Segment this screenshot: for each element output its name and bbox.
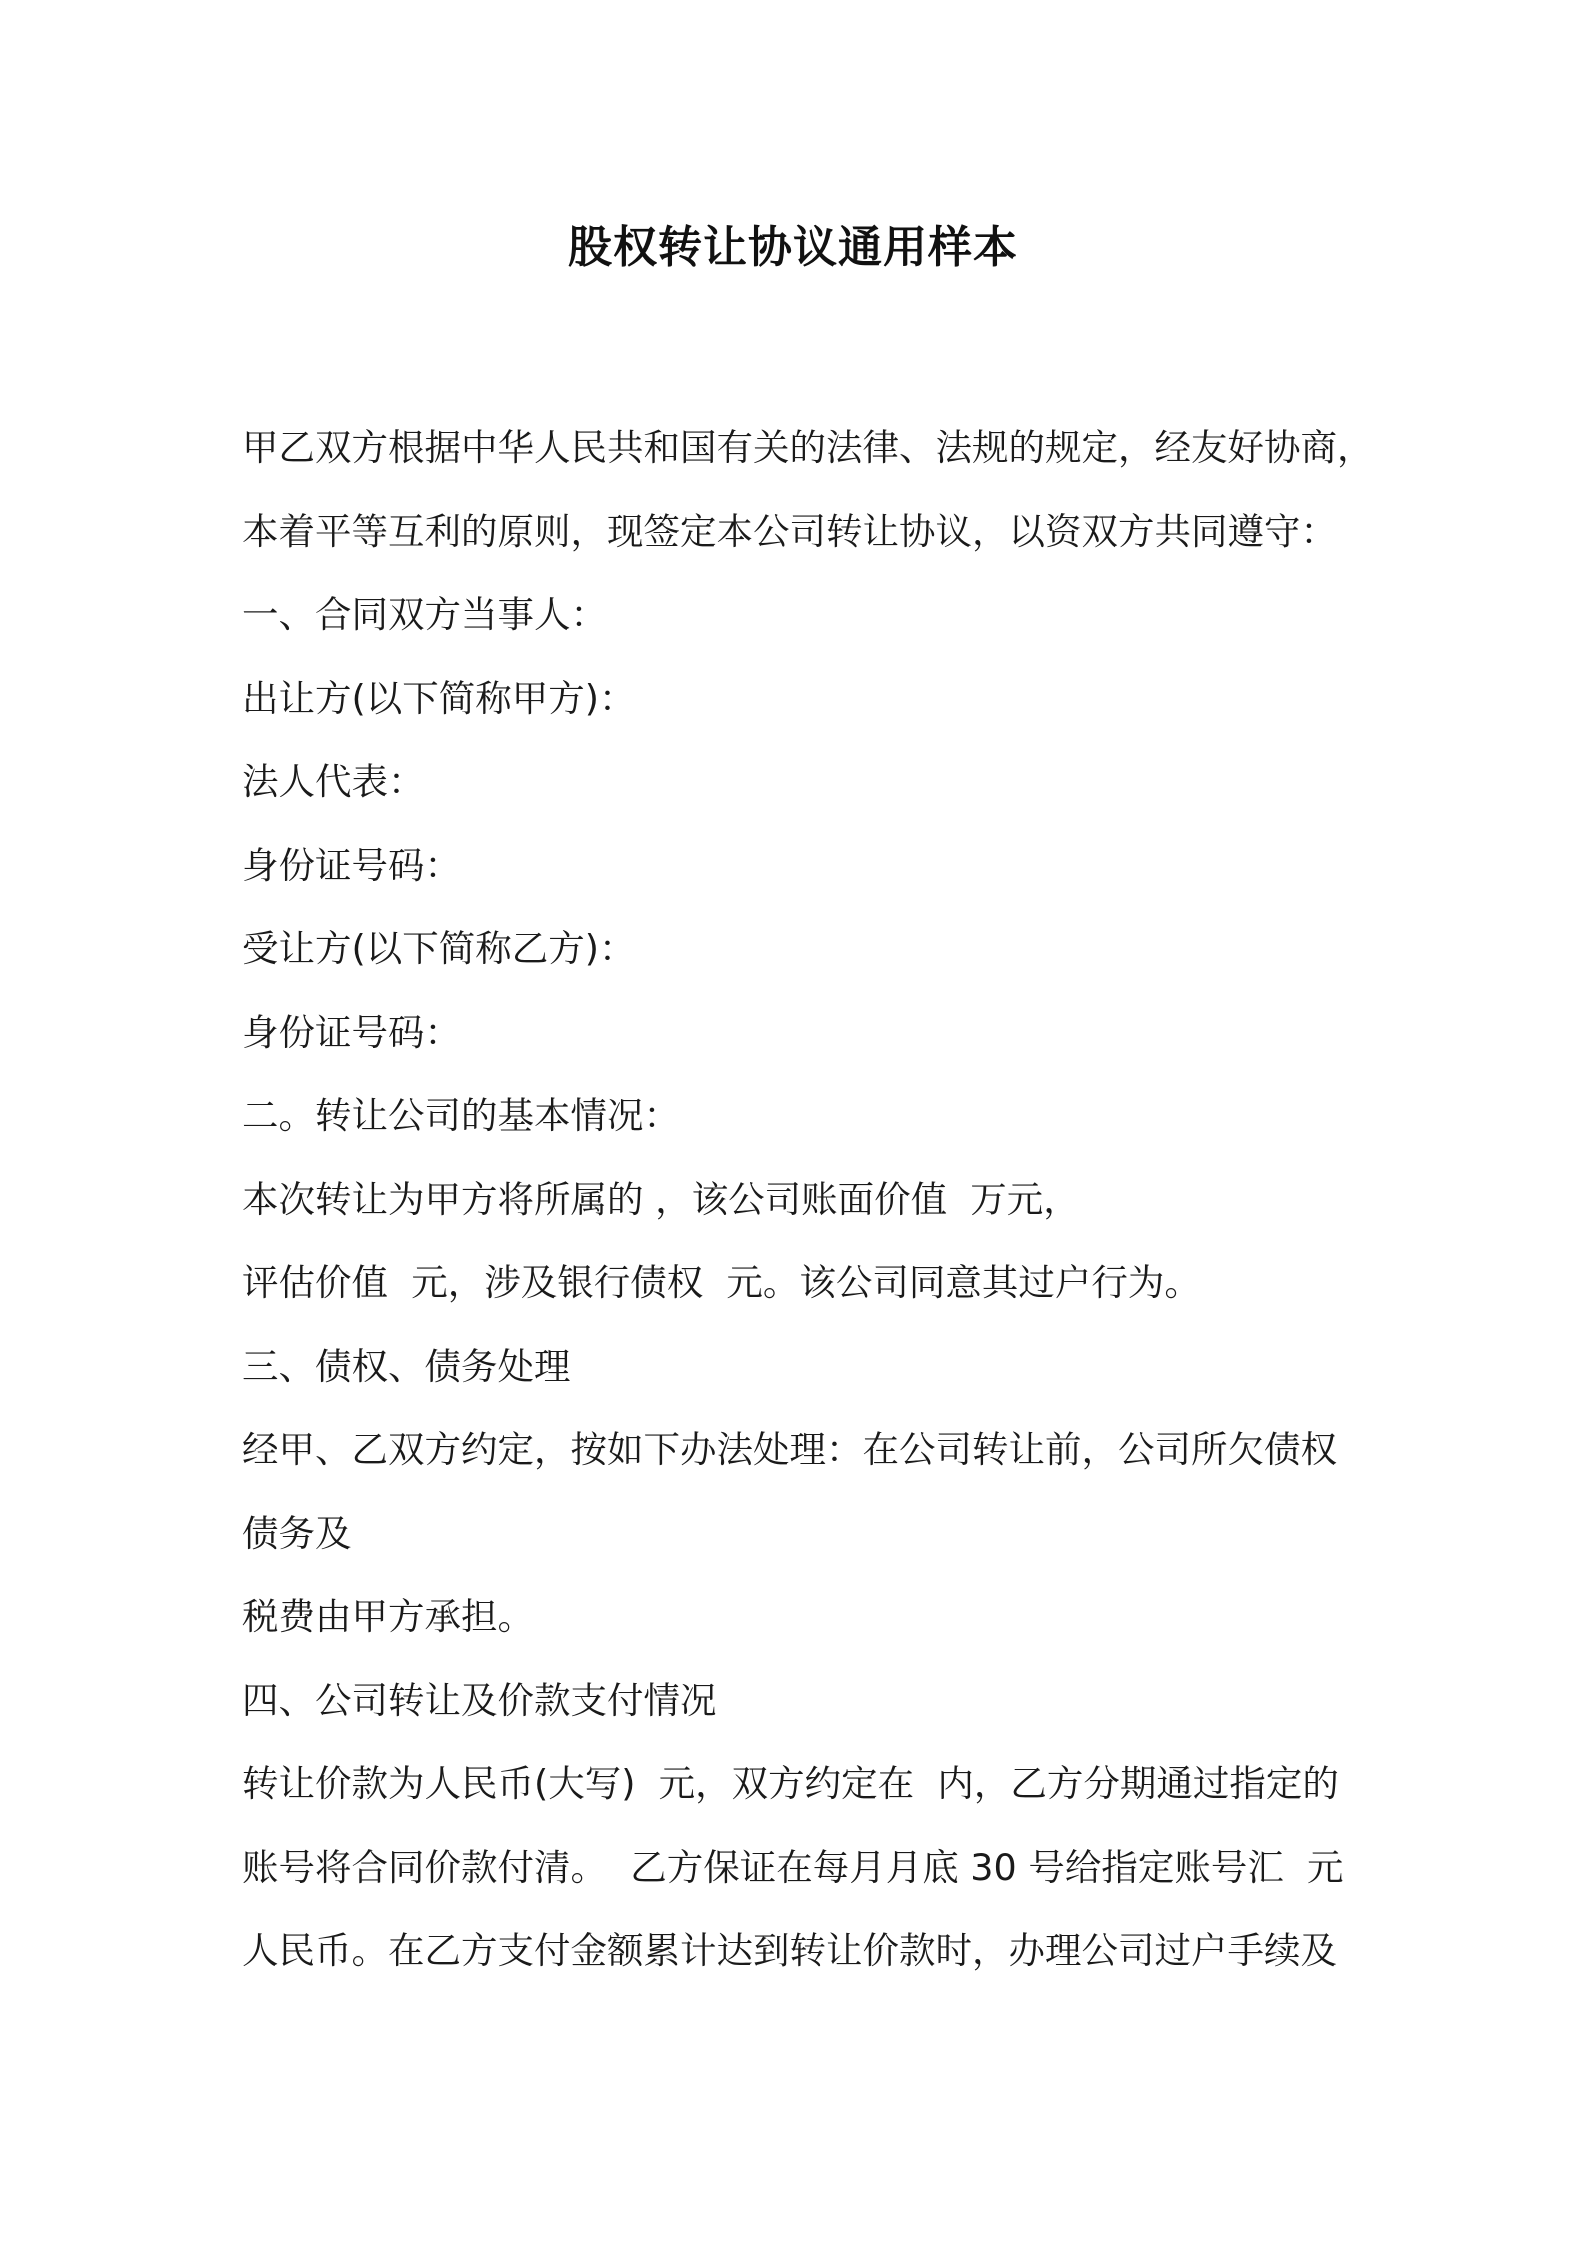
paragraph-line: 评估价值 元，涉及银行债权 元。该公司同意其过户行为。: [242, 1261, 1201, 1304]
paragraph-line: 人民币。在乙方支付金额累计达到转让价款时，办理公司过户手续及: [242, 1929, 1337, 1972]
paragraph-line: 账号将合同价款付清。 乙方保证在每月月底 30 号给指定账号汇 元: [242, 1845, 1344, 1889]
section-heading: 三、债权、债务处理: [242, 1344, 571, 1388]
field-label-legal-representative: 法人代表：: [242, 760, 425, 803]
section-heading: 一、合同双方当事人：: [242, 593, 607, 636]
paragraph-line: 经甲、乙双方约定，按如下办法处理：在公司转让前，公司所欠债权: [242, 1428, 1337, 1471]
section-heading: 二。转让公司的基本情况：: [242, 1094, 680, 1137]
field-label-id-number: 身份证号码：: [242, 843, 461, 887]
field-label-id-number: 身份证号码：: [242, 1010, 461, 1054]
paragraph-line: 税费由甲方承担。: [242, 1595, 534, 1638]
paragraph-line: 债务及: [242, 1511, 352, 1555]
section-heading: 四、公司转让及价款支付情况: [242, 1678, 717, 1722]
paragraph-line: 本着平等互利的原则，现签定本公司转让协议，以资双方共同遵守：: [242, 509, 1337, 553]
paragraph-line: 转让价款为人民币(大写) 元，双方约定在 内，乙方分期通过指定的: [242, 1762, 1339, 1805]
paragraph-line: 本次转让为甲方将所属的 ，该公司账面价值 万元，: [242, 1177, 1080, 1221]
document-body: [242, 406, 1374, 1993]
document-title: 股权转让协议通用样本: [568, 222, 1018, 273]
paragraph-line: 甲乙双方根据中华人民共和国有关的法律、法规的规定，经友好协商，: [242, 426, 1374, 469]
field-label-transferor: 出让方(以下简称甲方)：: [242, 676, 636, 720]
field-label-transferee: 受让方(以下简称乙方)：: [242, 927, 636, 970]
